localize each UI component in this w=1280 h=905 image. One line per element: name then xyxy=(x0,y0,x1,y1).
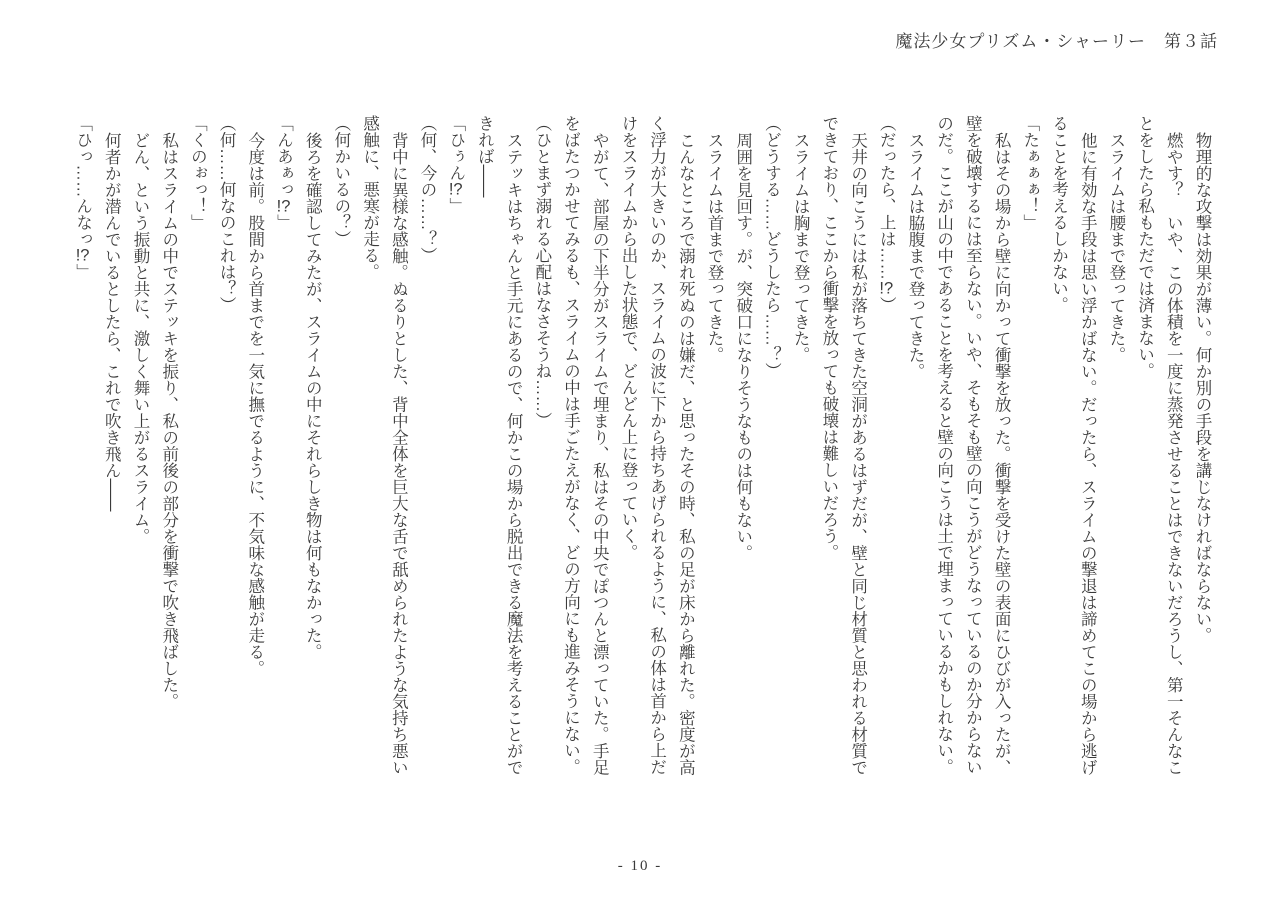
tate-chu-yoko-mark: !? xyxy=(276,197,291,214)
paragraph: （何かいるの？） xyxy=(331,115,350,247)
paragraph: スライムは首まで登ってきた。 xyxy=(705,131,724,363)
paragraph: （何……何なのこれは？） xyxy=(217,115,236,313)
tate-chu-yoko-mark: !? xyxy=(879,280,894,297)
paragraph: スライムは胸まで登ってきた。 xyxy=(791,131,810,363)
page-number: - 10 - xyxy=(617,858,663,874)
paragraph: やがて、部屋の下半分がスライムで埋まり、私はその中央でぽつんと漂っていた。手足をばたつかせてみるも、スライムの中は手ごたえがなく、どの方向にも進みそうにない。 xyxy=(561,115,609,775)
paragraph: 周囲を見回す。が、突破口になりそうなものは何もない。 xyxy=(733,131,752,561)
paragraph: 「ひぅん!?」 xyxy=(446,115,465,214)
paragraph: 「たぁぁぁ！」 xyxy=(1020,115,1039,231)
body-text xyxy=(68,115,1216,779)
paragraph: どん、という振動と共に、激しく舞い上がるスライム。 xyxy=(130,131,149,544)
paragraph: （どうする……どうしたら……？） xyxy=(762,115,781,379)
paragraph: （だったら、上は……!?） xyxy=(877,115,896,313)
paragraph: 「くのぉっ！」 xyxy=(188,115,207,231)
paragraph: 今度は前。股間から首までを一気に撫でるように、不気味な感触が走る。 xyxy=(245,131,264,676)
paragraph: 私はその場から壁に向かって衝撃を放った。衝撃を受けた壁の表面にひびが入ったが、壁を破壊するには至らない。いや、そもそも壁の向こうがどうなっているのか分からないのだ。ここが山の中であることを考えると壁の向こうは土で埋まっているかもしれない。 xyxy=(934,115,1011,775)
paragraph: 天井の向こうには私が落ちてきた空洞があるはずだが、壁と同じ材質と思われる材質でできており、ここから衝撃を放っても破壊は難しいだろう。 xyxy=(819,115,867,775)
paragraph: （ひとまず溺れる心配はなさそうね……） xyxy=(532,115,551,429)
paragraph: （何、今の……？） xyxy=(418,115,437,264)
paragraph: 背中に異様な感触。ぬるりとした、背中全体を巨大な舌で舐められたような気持ち悪い感触に、悪寒が走る。 xyxy=(360,115,408,775)
paragraph: 物理的な攻撃は効果が薄い。何か別の手段を講じなければならない。 xyxy=(1193,131,1211,643)
paragraph: 燃やす？ いや、この体積を一度に蒸発させることはできないだろうし、第一そんなことをしたら私もただでは済まない。 xyxy=(1135,115,1183,775)
paragraph: 他に有効な手段は思い浮かばない。だったら、スライムの撃退は諦めてこの場から逃げることを考えるしかない。 xyxy=(1049,115,1097,775)
paragraph: 後ろを確認してみたが、スライムの中にそれらしき物は何もなかった。 xyxy=(303,131,322,660)
page-header-title: 魔法少女プリズム・シャーリー 第３話 xyxy=(895,32,1218,51)
tate-chu-yoko-mark: !? xyxy=(448,181,463,198)
paragraph: スライムは腰まで登ってきた。 xyxy=(1106,131,1125,363)
paragraph: 何者かが潜んでいるとしたら、これで吹き飛ん―― xyxy=(102,131,121,511)
paragraph: 「ひっ……んなっ!?」 xyxy=(73,115,92,280)
paragraph: ステッキはちゃんと手元にあるので、何かこの場から脱出できる魔法を考えることができれば―― xyxy=(475,115,523,775)
paragraph: こんなところで溺れ死ぬのは嫌だ、と思ったその時、私の足が床から離れた。密度が高く浮力が大きいのか、スライムの波に下から持ちあげられるように、私の体は首から上だけをスライムから出した状態で、どんどん上に登っていく。 xyxy=(618,115,695,775)
paragraph: スライムは脇腹まで登ってきた。 xyxy=(905,131,924,379)
paragraph: 「んあぁっ!?」 xyxy=(274,115,293,231)
paragraph: 私はスライムの中でステッキを振り、私の前後の部分を衝撃で吹き飛ばした。 xyxy=(159,131,178,709)
tate-chu-yoko-mark: !? xyxy=(75,247,90,264)
